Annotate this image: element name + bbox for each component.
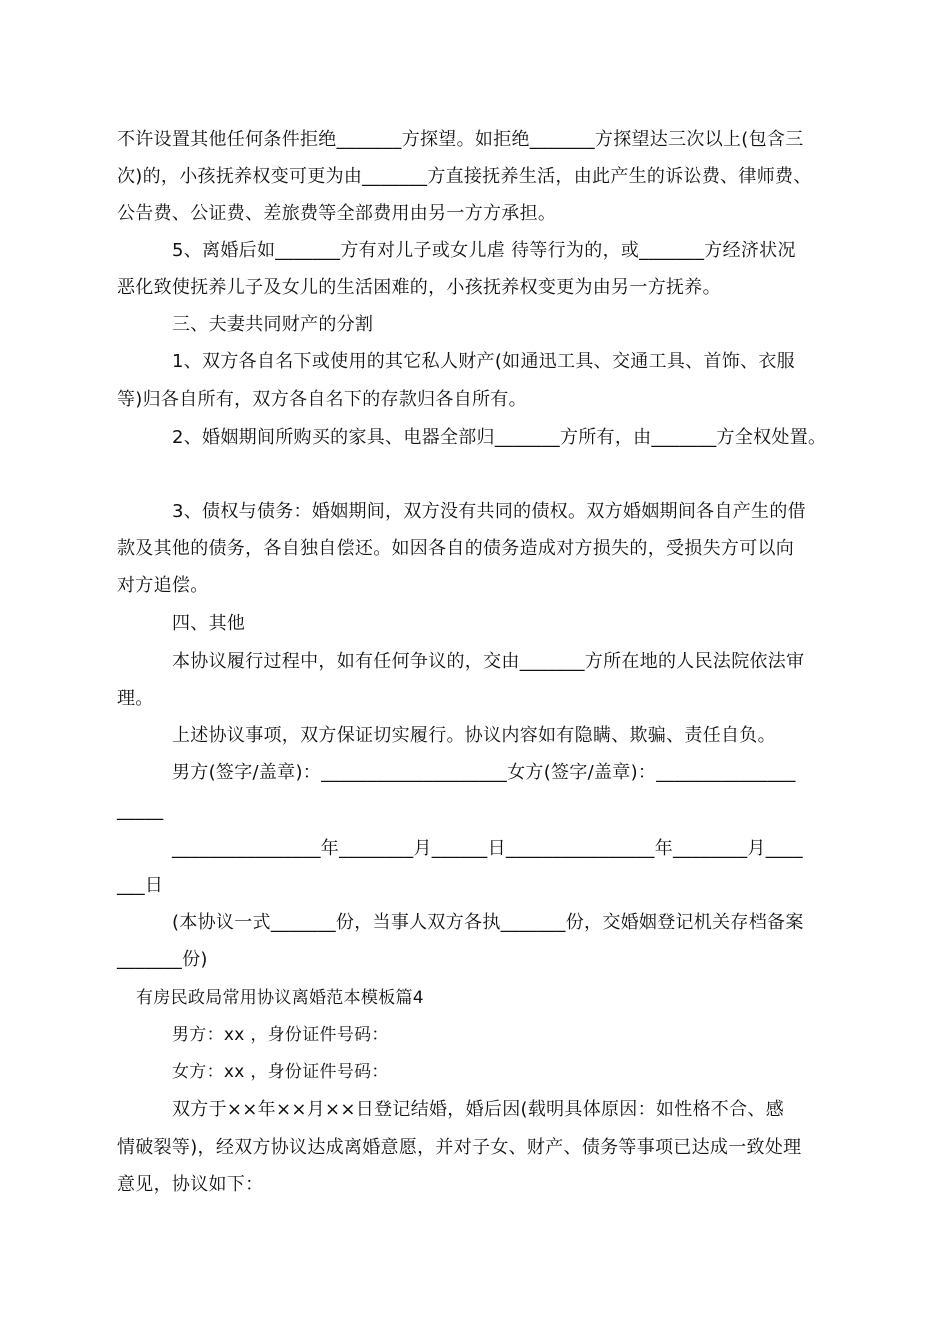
paragraph-line: (本协议一式_______份，当事人双方各执_______份，交婚姻登记机关存档备案 — [172, 912, 804, 933]
paragraph-line: 上述协议事项，双方保证切实履行。协议内容如有隐瞒、欺骗、责任自负。 — [172, 725, 776, 746]
paragraph-line: 女方：xx ，身份证件号码： — [172, 1062, 389, 1082]
paragraph-line: 对方追偿。 — [117, 575, 209, 596]
section-heading: 三、夫妻共同财产的分割 — [172, 314, 374, 335]
paragraph-line: 次)的，小孩抚养权变可更为由_______方直接抚养生活，由此产生的诉讼费、律师费、 — [117, 166, 812, 187]
date-line: ________________年________月______日________________年________月____ — [172, 838, 803, 859]
paragraph-line: 双方于××年××月××日登记结婚，婚后因(载明具体原因：如性格不合、感 — [172, 1099, 785, 1120]
date-line: ___日 — [117, 875, 164, 896]
paragraph-line: _______份) — [117, 949, 208, 970]
paragraph-line: 意见，协议如下： — [117, 1174, 264, 1195]
paragraph-line: 理。 — [117, 688, 154, 709]
signature-line: 男方(签字/盖章)：____________________女方(签字/盖章)：_______________ — [172, 762, 796, 783]
paragraph-line: 恶化致使抚养儿子及女儿的生活困难的，小孩抚养权变更为由另一方抚养。 — [117, 277, 721, 298]
paragraph-line: 不许设置其他任何条件拒绝_______方探望。如拒绝_______方探望达三次以上(包含三 — [117, 129, 804, 150]
paragraph-line: 1、双方各自名下或使用的其它私人财产(如通迅工具、交通工具、首饰、衣服 — [172, 351, 795, 372]
section-heading: 四、其他 — [172, 613, 246, 634]
paragraph-line: 款及其他的债务，各自独自偿还。如因各自的债务造成对方损失的，受损失方可以向 — [117, 538, 795, 559]
paragraph-line: 男方：xx ，身份证件号码： — [172, 1025, 389, 1045]
paragraph-line: 公告费、公证费、差旅费等全部费用由另一方方承担。 — [117, 203, 557, 224]
paragraph-line: 本协议履行过程中，如有任何争议的，交由_______方所在地的人民法院依法审 — [172, 651, 805, 672]
paragraph-line: 情破裂等)，经双方协议达成离婚意愿，并对子女、财产、债务等事项已达成一致处理 — [117, 1137, 802, 1158]
paragraph-line: 5、离婚后如_______方有对儿子或女儿虐 待等行为的，或_______方经济状况 — [172, 240, 796, 261]
article-title: 有房民政局常用协议离婚范本模板篇4 — [136, 988, 424, 1008]
paragraph-line: 3、债权与债务：婚姻期间，双方没有共同的债权。双方婚姻期间各自产生的借 — [172, 501, 806, 522]
paragraph-line: 等)归各自所有，双方各自名下的存款归各自所有。 — [117, 389, 527, 410]
paragraph-line: 2、婚姻期间所购买的家具、电器全部归_______方所有，由_______方全权处置。 — [172, 427, 827, 448]
signature-line: _____ — [117, 800, 164, 821]
